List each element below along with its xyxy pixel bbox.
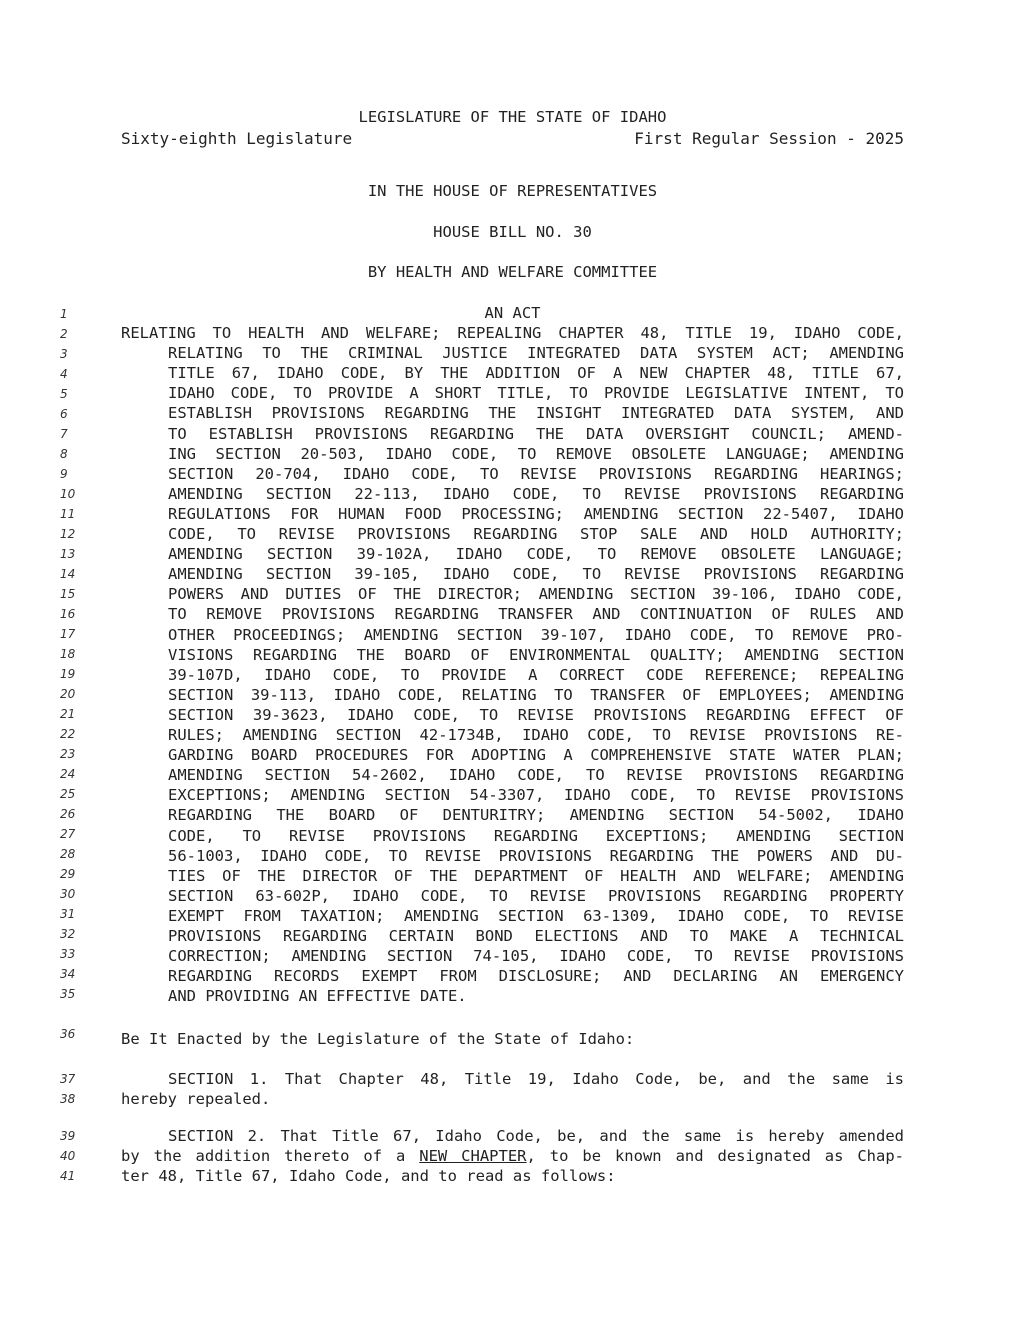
line-number: 23: [60, 747, 76, 761]
line-number: 24: [60, 767, 76, 781]
section-1-line-2: hereby repealed.: [121, 1090, 271, 1108]
act-title-line: AMENDING SECTION 39-102A, IDAHO CODE, TO REMOVE OBSOLETE LANGUAGE;: [168, 545, 904, 564]
session-label: First Regular Session - 2025: [634, 129, 904, 148]
legislature-state-heading: LEGISLATURE OF THE STATE OF IDAHO: [358, 108, 667, 126]
act-title-line: POWERS AND DUTIES OF THE DIRECTOR; AMENDING SECTION 39-106, IDAHO CODE,: [168, 585, 904, 604]
line-number: 34: [60, 967, 76, 981]
line-number: 18: [60, 647, 76, 661]
act-title-line: TO ESTABLISH PROVISIONS REGARDING THE DATA OVERSIGHT COUNCIL; AMEND-: [168, 424, 904, 443]
chamber-heading: IN THE HOUSE OF REPRESENTATIVES: [367, 182, 658, 200]
line-number: 14: [60, 567, 76, 581]
act-title-line: AMENDING SECTION 39-105, IDAHO CODE, TO REVISE PROVISIONS REGARDING: [168, 565, 904, 584]
line-number: 29: [60, 867, 76, 881]
section-2-line-2-pre: by the addition thereto of a: [121, 1147, 420, 1165]
line-number: 6: [60, 407, 68, 421]
act-title-line: SECTION 39-3623, IDAHO CODE, TO REVISE PROVISIONS REGARDING EFFECT OF: [168, 705, 904, 724]
line-number: 33: [60, 947, 76, 961]
line-number: 36: [60, 1027, 76, 1041]
session-line: [121, 129, 904, 148]
line-number: 31: [60, 907, 76, 921]
line-number: 11: [60, 507, 76, 521]
act-title-line: AND PROVIDING AN EFFECTIVE DATE.: [168, 987, 467, 1006]
line-number: 8: [60, 447, 68, 461]
new-chapter-underlined: NEW CHAPTER: [419, 1147, 527, 1165]
act-title-line: ESTABLISH PROVISIONS REGARDING THE INSIGHT INTEGRATED DATA SYSTEM, AND: [168, 404, 904, 423]
line-number: 41: [60, 1169, 76, 1183]
act-title-line: IDAHO CODE, TO PROVIDE A SHORT TITLE, TO PROVIDE LEGISLATIVE INTENT, TO: [168, 384, 904, 403]
enacting-clause: Be It Enacted by the Legislature of the State of Idaho:: [121, 1030, 635, 1048]
legislature-number: Sixty-eighth Legislature: [121, 129, 353, 148]
act-title-line: EXCEPTIONS; AMENDING SECTION 54-3307, IDAHO CODE, TO REVISE PROVISIONS: [168, 786, 904, 805]
act-title-line: 39-107D, IDAHO CODE, TO PROVIDE A CORRECT CODE REFERENCE; REPEALING: [168, 665, 904, 684]
line-number: 39: [60, 1129, 76, 1143]
line-number: 25: [60, 787, 76, 801]
act-title-line: REGULATIONS FOR HUMAN FOOD PROCESSING; AMENDING SECTION 22-5407, IDAHO: [168, 504, 904, 523]
line-number: 5: [60, 387, 68, 401]
section-2-line-3: ter 48, Title 67, Idaho Code, and to read as follows:: [121, 1167, 616, 1185]
section-1-line-1: SECTION 1. That Chapter 48, Title 19, Idaho Code, be, and the same is: [168, 1070, 904, 1088]
act-title-line: SECTION 63-602P, IDAHO CODE, TO REVISE PROVISIONS REGARDING PROPERTY: [168, 886, 904, 905]
line-number: 32: [60, 927, 76, 941]
act-title-line: AMENDING SECTION 54-2602, IDAHO CODE, TO REVISE PROVISIONS REGARDING: [168, 766, 904, 785]
line-number: 38: [60, 1092, 76, 1106]
line-number: 1: [60, 307, 68, 321]
act-title-line: CORRECTION; AMENDING SECTION 74-105, IDAHO CODE, TO REVISE PROVISIONS: [168, 947, 904, 966]
act-title-line: SECTION 39-113, IDAHO CODE, RELATING TO TRANSFER OF EMPLOYEES; AMENDING: [168, 685, 904, 704]
act-title-line: TITLE 67, IDAHO CODE, BY THE ADDITION OF A NEW CHAPTER 48, TITLE 67,: [168, 364, 904, 383]
act-title-line: SECTION 20-704, IDAHO CODE, TO REVISE PROVISIONS REGARDING HEARINGS;: [168, 464, 904, 483]
line-number: 20: [60, 687, 76, 701]
line-number: 17: [60, 627, 76, 641]
line-number: 10: [60, 487, 76, 501]
act-title: AN ACT: [484, 304, 541, 322]
line-number: 3: [60, 347, 68, 361]
act-title-line: RELATING TO HEALTH AND WELFARE; REPEALING CHAPTER 48, TITLE 19, IDAHO CODE,: [121, 324, 904, 342]
act-title-line: REGARDING THE BOARD OF DENTURITRY; AMENDING SECTION 54-5002, IDAHO: [168, 806, 904, 825]
act-title-line: EXEMPT FROM TAXATION; AMENDING SECTION 63-1309, IDAHO CODE, TO REVISE: [168, 906, 904, 925]
line-number: 12: [60, 527, 76, 541]
line-number: 16: [60, 607, 76, 621]
act-title-line: CODE, TO REVISE PROVISIONS REGARDING STOP SALE AND HOLD AUTHORITY;: [168, 525, 904, 543]
line-number: 40: [60, 1149, 76, 1163]
line-number: 2: [60, 327, 68, 341]
line-number: 37: [60, 1072, 76, 1086]
act-title-line: RULES; AMENDING SECTION 42-1734B, IDAHO CODE, TO REVISE PROVISIONS RE-: [168, 726, 904, 744]
act-title-line: TIES OF THE DIRECTOR OF THE DEPARTMENT OF HEALTH AND WELFARE; AMENDING: [168, 866, 904, 885]
act-title-line: OTHER PROCEEDINGS; AMENDING SECTION 39-107, IDAHO CODE, TO REMOVE PRO-: [168, 625, 904, 644]
act-title-line: GARDING BOARD PROCEDURES FOR ADOPTING A COMPREHENSIVE STATE WATER PLAN;: [168, 746, 904, 765]
line-number: 13: [60, 547, 76, 561]
line-number: 27: [60, 827, 76, 841]
act-title-line: 56-1003, IDAHO CODE, TO REVISE PROVISIONS REGARDING THE POWERS AND DU-: [168, 846, 904, 865]
line-number: 15: [60, 587, 76, 601]
act-title-line: REGARDING RECORDS EXEMPT FROM DISCLOSURE; AND DECLARING AN EMERGENCY: [168, 967, 904, 986]
sponsor-line: BY HEALTH AND WELFARE COMMITTEE: [367, 263, 658, 281]
act-title-line: ING SECTION 20-503, IDAHO CODE, TO REMOVE OBSOLETE LANGUAGE; AMENDING: [168, 444, 904, 463]
bill-number: HOUSE BILL NO. 30: [433, 223, 592, 241]
act-title-line: AMENDING SECTION 22-113, IDAHO CODE, TO REVISE PROVISIONS REGARDING: [168, 484, 904, 503]
line-number: 30: [60, 887, 76, 901]
line-number: 28: [60, 847, 76, 861]
line-number: 4: [60, 367, 68, 381]
section-2-line-1: SECTION 2. That Title 67, Idaho Code, be, and the same is hereby amended: [168, 1127, 904, 1145]
line-number: 21: [60, 707, 76, 721]
act-title-line: PROVISIONS REGARDING CERTAIN BOND ELECTIONS AND TO MAKE A TECHNICAL: [168, 927, 904, 945]
line-number: 26: [60, 807, 76, 821]
section-2-line-2: [121, 1146, 904, 1166]
line-number: 7: [60, 427, 68, 441]
line-number: 22: [60, 727, 76, 741]
act-title-line: VISIONS REGARDING THE BOARD OF ENVIRONMENTAL QUALITY; AMENDING SECTION: [168, 645, 904, 664]
line-number: 35: [60, 987, 76, 1001]
act-title-line: TO REMOVE PROVISIONS REGARDING TRANSFER AND CONTINUATION OF RULES AND: [168, 605, 904, 624]
section-2-line-2-post: , to be known and designated as Chap-: [526, 1147, 905, 1165]
line-number: 19: [60, 667, 76, 681]
line-number: 9: [60, 467, 68, 481]
act-title-line: RELATING TO THE CRIMINAL JUSTICE INTEGRATED DATA SYSTEM ACT; AMENDING: [168, 344, 904, 363]
act-title-line: CODE, TO REVISE PROVISIONS REGARDING EXCEPTIONS; AMENDING SECTION: [168, 826, 904, 845]
